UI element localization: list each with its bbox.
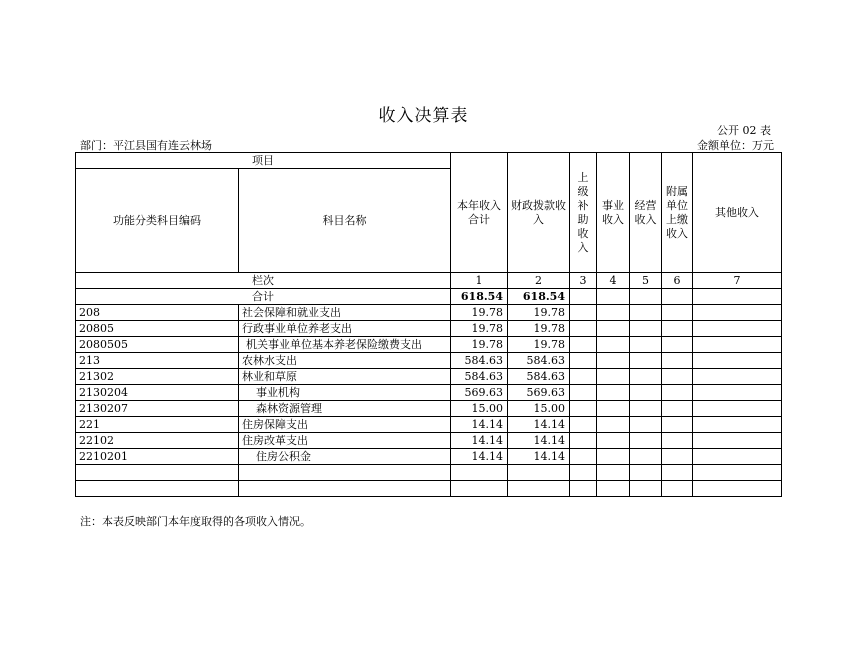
amount-unit-label: 金额单位：万元: [697, 139, 774, 152]
empty-row: [76, 481, 782, 497]
table-row: [76, 433, 782, 449]
row-col2: 14.14: [508, 449, 570, 465]
row-col2: 584.63: [508, 353, 570, 369]
header-col5: 经营收入: [630, 153, 662, 273]
row-col1: 584.63: [451, 353, 508, 369]
header-col4: 事业收入: [597, 153, 630, 273]
row-col2: 14.14: [508, 417, 570, 433]
row-name: 住房改革支出: [239, 433, 451, 449]
lanci-num: 4: [597, 273, 630, 289]
income-table: [75, 152, 782, 497]
department-label: 部门：平江县国有连云林场: [80, 139, 212, 152]
row-col2: 569.63: [508, 385, 570, 401]
table-row: [76, 337, 782, 353]
table-row: [76, 449, 782, 465]
row-code: 2210201: [76, 449, 239, 465]
row-code: 213: [76, 353, 239, 369]
total-col2: 618.54: [508, 289, 570, 305]
row-name: 住房公积金: [239, 449, 451, 465]
row-code: 2130204: [76, 385, 239, 401]
header-name: 科目名称: [239, 169, 451, 273]
row-name: 事业机构: [239, 385, 451, 401]
row-name: 机关事业单位基本养老保险缴费支出: [239, 337, 451, 353]
lanci-label: 栏次: [76, 273, 451, 289]
header-col2: 财政拨款收入: [508, 153, 570, 273]
row-col1: 15.00: [451, 401, 508, 417]
row-col1: 584.63: [451, 369, 508, 385]
row-name: 森林资源管理: [239, 401, 451, 417]
row-name: 农林水支出: [239, 353, 451, 369]
total-label: 合计: [76, 289, 451, 305]
row-code: 2130207: [76, 401, 239, 417]
row-col2: 14.14: [508, 433, 570, 449]
table-row: [76, 401, 782, 417]
row-col2: 19.78: [508, 337, 570, 353]
lanci-num: 7: [693, 273, 782, 289]
row-col1: 19.78: [451, 305, 508, 321]
row-code: 21302: [76, 369, 239, 385]
row-code: 22102: [76, 433, 239, 449]
empty-row: [76, 465, 782, 481]
row-col2: 19.78: [508, 305, 570, 321]
table-row: [76, 385, 782, 401]
header-col3: 上级补助收入: [570, 153, 597, 273]
table-row: [76, 369, 782, 385]
row-col1: 569.63: [451, 385, 508, 401]
footnote: 注：本表反映部门本年度取得的各项收入情况。: [80, 515, 311, 528]
row-code: 208: [76, 305, 239, 321]
header-col1: 本年收入合计: [451, 153, 508, 273]
row-col1: 14.14: [451, 433, 508, 449]
total-col1: 618.54: [451, 289, 508, 305]
page-title: 收入决算表: [378, 106, 469, 126]
row-col1: 14.14: [451, 449, 508, 465]
header-col7: 其他收入: [693, 153, 782, 273]
row-col2: 19.78: [508, 321, 570, 337]
row-name: 行政事业单位养老支出: [239, 321, 451, 337]
row-col2: 15.00: [508, 401, 570, 417]
form-number: 公开 02 表: [717, 124, 771, 137]
lanci-num: 2: [508, 273, 570, 289]
lanci-num: 5: [630, 273, 662, 289]
row-col1: 14.14: [451, 417, 508, 433]
row-col1: 19.78: [451, 337, 508, 353]
lanci-num: 3: [570, 273, 597, 289]
row-col2: 584.63: [508, 369, 570, 385]
table-row: [76, 417, 782, 433]
row-col1: 19.78: [451, 321, 508, 337]
header-code: 功能分类科目编码: [76, 169, 239, 273]
table-row: [76, 353, 782, 369]
table-row: [76, 321, 782, 337]
table-row: [76, 305, 782, 321]
row-name: 住房保障支出: [239, 417, 451, 433]
row-name: 林业和草原: [239, 369, 451, 385]
header-project: 项目: [76, 153, 451, 169]
header-col6: 附属单位上缴收入: [662, 153, 693, 273]
row-code: 20805: [76, 321, 239, 337]
lanci-num: 6: [662, 273, 693, 289]
row-name: 社会保障和就业支出: [239, 305, 451, 321]
row-code: 2080505: [76, 337, 239, 353]
lanci-num: 1: [451, 273, 508, 289]
row-code: 221: [76, 417, 239, 433]
